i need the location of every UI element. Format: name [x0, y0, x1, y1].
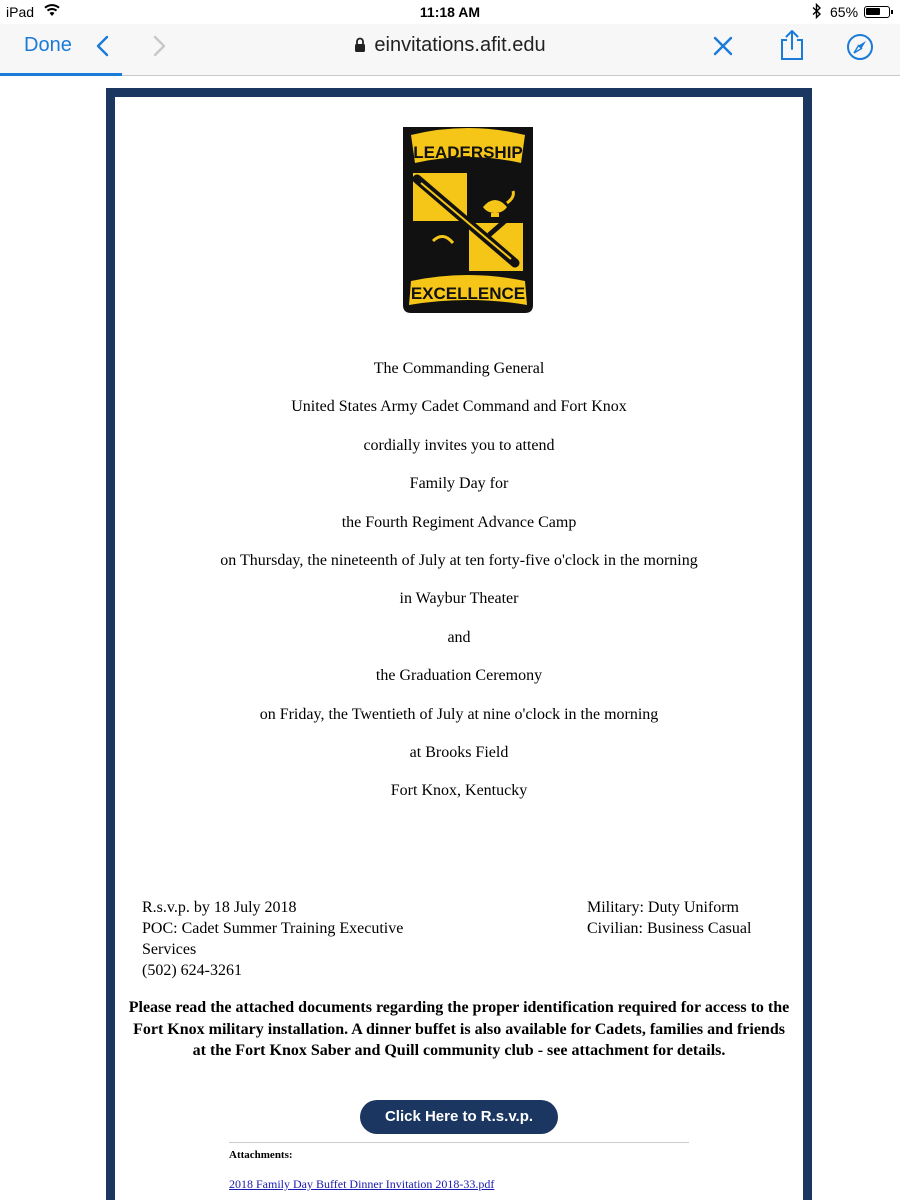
clock: 11:18 AM — [419, 4, 481, 20]
invite-line: United States Army Cadet Command and Fort Knox — [291, 398, 627, 416]
invite-line: in Waybur Theater — [399, 590, 519, 608]
attire-military: Military: Duty Uniform — [587, 899, 739, 916]
attachments-header: Attachments: — [229, 1149, 293, 1161]
invite-line: and — [447, 628, 471, 646]
safari-compass-icon[interactable] — [846, 33, 874, 66]
share-icon[interactable] — [779, 29, 805, 66]
browser-nav-bar — [0, 24, 900, 76]
leadership-excellence-logo — [397, 123, 539, 324]
rsvp-deadline: R.s.v.p. by 18 July 2018 — [142, 899, 297, 916]
invitation-text — [115, 359, 803, 820]
device-name: iPad — [6, 4, 35, 20]
invite-line: at Brooks Field — [409, 743, 509, 761]
done-button[interactable]: Done — [24, 34, 72, 56]
attire-civilian: Civilian: Business Casual — [587, 920, 752, 937]
address-bar[interactable] — [0, 34, 900, 59]
invite-line: the Graduation Ceremony — [375, 667, 543, 685]
logo-top-text: LEADERSHIP — [413, 143, 523, 162]
invite-line: Fort Knox, Kentucky — [390, 782, 528, 800]
invite-line: on Friday, the Twentieth of July at nine o'clock in the morning — [259, 705, 659, 723]
rsvp-details — [142, 897, 442, 981]
identification-notice: Please read the attached documents regarding the proper identification required for access to the Fort Knox military installation. A dinner buffet is also available for Cadets, families and friends at the Fort Knox Saber and Quill community club - see attachment for details. — [128, 999, 790, 1059]
invitation-card — [115, 97, 803, 1200]
invite-line: cordially invites you to attend — [363, 436, 555, 454]
url-text: einvitations.afit.edu — [374, 34, 546, 56]
attachments-section — [229, 1142, 689, 1192]
invite-line: The Commanding General — [373, 360, 545, 377]
attire-details — [587, 897, 787, 939]
invite-line: the Fourth Regiment Advance Camp — [341, 513, 577, 531]
bluetooth-icon — [812, 3, 822, 22]
battery-icon — [864, 6, 890, 18]
attachment-link[interactable]: 2018 Family Day Buffet Dinner Invitation 2018-33.pdf — [229, 1177, 495, 1191]
page-load-progress — [0, 73, 122, 76]
close-icon[interactable] — [712, 35, 734, 62]
logo-bottom-text: EXCELLENCE — [410, 284, 526, 303]
rsvp-phone: (502) 624-3261 — [142, 962, 242, 979]
rsvp-button[interactable]: Click Here to R.s.v.p. — [360, 1100, 558, 1134]
rsvp-poc: POC: Cadet Summer Training Executive Services — [142, 920, 404, 958]
invite-line: on Thursday, the nineteenth of July at ten forty-five o'clock in the morning — [220, 551, 698, 569]
invitation-frame — [106, 88, 812, 1200]
lock-icon — [354, 36, 366, 59]
battery-percent: 65% — [830, 4, 859, 20]
invite-line: Family Day for — [409, 475, 509, 493]
status-bar — [0, 0, 900, 24]
